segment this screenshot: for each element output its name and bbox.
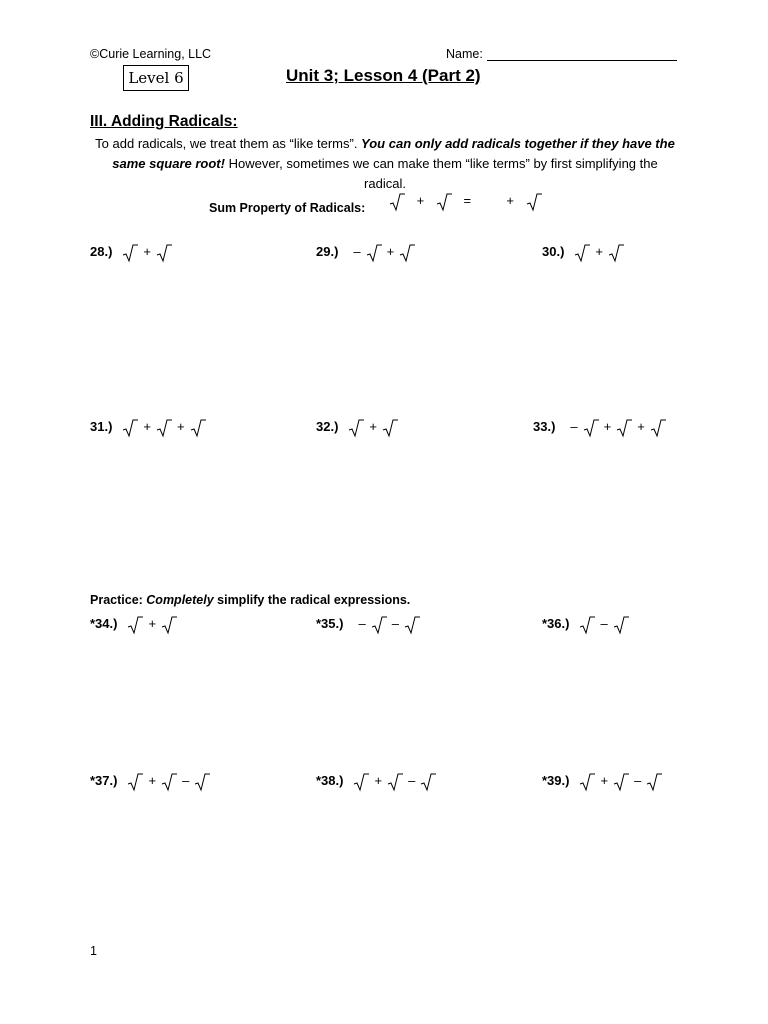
operator: – bbox=[408, 773, 416, 789]
radical-icon bbox=[190, 418, 206, 438]
radical-icon bbox=[646, 772, 662, 792]
radical-icon bbox=[608, 243, 624, 263]
problem-number: 30.) bbox=[542, 244, 565, 260]
operator: + bbox=[506, 193, 514, 209]
problem-item bbox=[90, 243, 172, 263]
name-label: Name: bbox=[446, 47, 483, 61]
problem-item bbox=[90, 418, 206, 438]
radical-icon bbox=[579, 772, 595, 792]
practice-prefix: Practice: bbox=[90, 593, 147, 607]
sum-property-label: Sum Property of Radicals: bbox=[209, 201, 366, 215]
problem-number: *39.) bbox=[542, 773, 570, 789]
radical-icon bbox=[650, 418, 666, 438]
operator: + bbox=[148, 773, 157, 789]
radical-icon bbox=[353, 772, 369, 792]
intro-text-1: To add radicals, we treat them as “like terms”. bbox=[95, 136, 362, 151]
page-title: Unit 3; Lesson 4 (Part 2) bbox=[286, 66, 481, 85]
intro-paragraph bbox=[90, 134, 680, 194]
operator: + bbox=[148, 616, 157, 632]
radical-icon bbox=[583, 418, 599, 438]
problem-item bbox=[316, 418, 398, 438]
radical-icon bbox=[348, 418, 364, 438]
radical-icon bbox=[382, 418, 398, 438]
operator: – bbox=[600, 616, 608, 632]
operator: + bbox=[595, 244, 603, 260]
radical-icon bbox=[127, 772, 143, 792]
section-heading: III. Adding Radicals: bbox=[90, 113, 238, 130]
operator: – bbox=[391, 616, 399, 632]
operator: + bbox=[603, 419, 612, 435]
radical-icon bbox=[616, 418, 632, 438]
problem-number: 28.) bbox=[90, 244, 113, 260]
radical-icon bbox=[371, 615, 387, 635]
radical-icon bbox=[156, 418, 172, 438]
intro-emphasis: You can only add radicals together if they have the same square root! bbox=[112, 136, 675, 171]
radical-icon bbox=[156, 243, 172, 263]
operator: – bbox=[182, 773, 190, 789]
level-badge: Level 6 bbox=[123, 65, 189, 91]
operator: + bbox=[143, 419, 151, 435]
sum-property-expression bbox=[389, 192, 542, 212]
radical-icon bbox=[366, 243, 382, 263]
problem-number: 32.) bbox=[316, 419, 339, 435]
copyright-text: ©Curie Learning, LLC bbox=[90, 47, 212, 61]
problem-item bbox=[316, 615, 420, 635]
operator: = bbox=[463, 193, 472, 209]
operator: – bbox=[353, 244, 361, 260]
operator: + bbox=[143, 244, 151, 260]
problem-item bbox=[542, 615, 629, 635]
radical-icon bbox=[526, 192, 542, 212]
radical-icon bbox=[420, 772, 436, 792]
radical-icon bbox=[574, 243, 590, 263]
problem-item bbox=[90, 615, 177, 635]
name-field-line bbox=[487, 60, 677, 61]
problem-item bbox=[90, 772, 210, 792]
problem-number: *36.) bbox=[542, 616, 570, 632]
radical-icon bbox=[194, 772, 210, 792]
problem-number: *34.) bbox=[90, 616, 118, 632]
radical-icon bbox=[436, 192, 452, 212]
operator: – bbox=[634, 773, 642, 789]
problem-number: *35.) bbox=[316, 616, 344, 632]
intro-text-2: However, sometimes we can make them “like terms” by first simplifying the radical. bbox=[224, 156, 658, 191]
problem-item bbox=[316, 772, 436, 792]
problem-item bbox=[542, 243, 624, 263]
operator: + bbox=[637, 419, 645, 435]
problem-number: 29.) bbox=[316, 244, 339, 260]
operator: + bbox=[416, 193, 425, 209]
problem-number: *38.) bbox=[316, 773, 344, 789]
page-number: 1 bbox=[90, 944, 97, 958]
problem-number: *37.) bbox=[90, 773, 118, 789]
operator: – bbox=[570, 419, 578, 435]
radical-icon bbox=[404, 615, 420, 635]
radical-icon bbox=[389, 192, 405, 212]
problem-number: 31.) bbox=[90, 419, 113, 435]
problem-number: 33.) bbox=[533, 419, 556, 435]
radical-icon bbox=[387, 772, 403, 792]
radical-icon bbox=[127, 615, 143, 635]
radical-icon bbox=[161, 772, 177, 792]
radical-icon bbox=[161, 615, 177, 635]
operator: + bbox=[386, 244, 395, 260]
operator: + bbox=[369, 419, 377, 435]
problem-item bbox=[533, 418, 666, 438]
radical-icon bbox=[399, 243, 415, 263]
radical-icon bbox=[613, 772, 629, 792]
radical-icon bbox=[579, 615, 595, 635]
practice-suffix: simplify the radical expressions. bbox=[213, 593, 411, 607]
operator: + bbox=[177, 419, 185, 435]
radical-icon bbox=[122, 243, 138, 263]
problem-item bbox=[316, 243, 415, 263]
practice-emphasis: Completely bbox=[146, 593, 214, 607]
problem-item bbox=[542, 772, 662, 792]
radical-icon bbox=[613, 615, 629, 635]
operator: – bbox=[358, 616, 366, 632]
operator: + bbox=[600, 773, 609, 789]
radical-icon bbox=[122, 418, 138, 438]
practice-instructions bbox=[90, 593, 410, 607]
operator: + bbox=[374, 773, 383, 789]
